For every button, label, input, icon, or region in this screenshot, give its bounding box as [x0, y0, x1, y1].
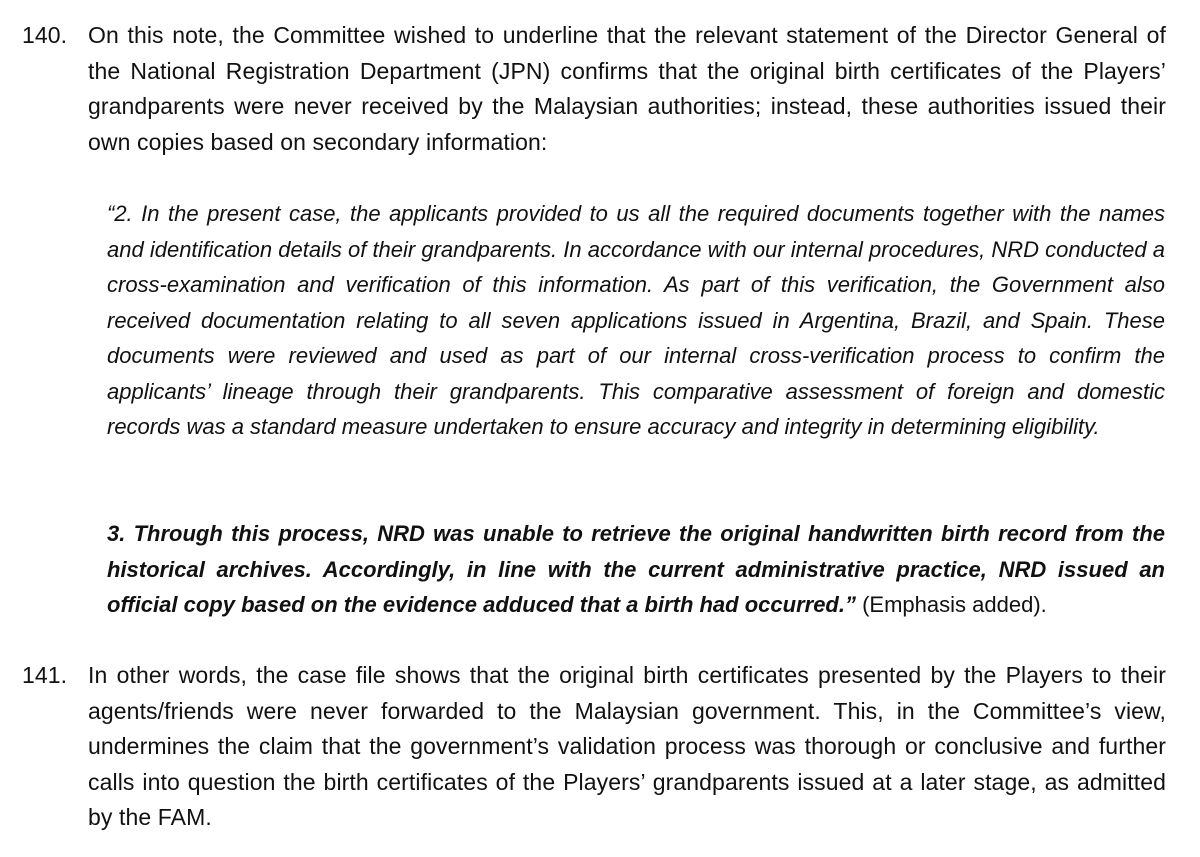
paragraph-number: 140. — [22, 22, 68, 48]
quote-point-2: “2. In the present case, the applicants provided to us all the required documents together with the names and identification details of their grandparents. In accordance with our internal procedures, NRD conducted a cross-examination and verification of this information. As part of this verification, the Government also received documentation relating to all seven applications issued in Argentina, Brazil, and Spain. These documents were reviewed and used as part of our internal cross-verification process to confirm the applicants’ lineage through their grandparents. This comparative assessment of foreign and domestic records was a standard measure undertaken to ensure accuracy and integrity in determining eligibility. — [107, 201, 1165, 439]
paragraph-number: 141. — [22, 662, 68, 688]
paragraph-text: In other words, the case file shows that the original birth certificates presented by the Players to their agents/friends were never forwarded to the Malaysian government. This, in the Committee’s view, undermines the claim that the government’s validation process was thorough or conclusive and further calls into question the birth certificates of the Players’ grandparents issued at a later stage, as admitted by the FAM. — [88, 662, 1166, 830]
paragraph-text: On this note, the Committee wished to underline that the relevant statement of the Director General of the National Registration Department (JPN) confirms that the original birth certificates of the Players’ grandparents were never received by the Malaysian authorities; instead, these authorities issued their own copies based on secondary information: — [88, 22, 1166, 155]
emphasis-note: (Emphasis added). — [862, 592, 1047, 617]
quote-point-3-text: 3. Through this process, NRD was unable to retrieve the original handwritten birth record from the historical archives. Accordingly, in line with the current administrative practice, NRD issued an official copy based on the evidence adduced that a birth had occurred.” — [107, 521, 1165, 617]
quote-point-3 — [107, 516, 1165, 623]
